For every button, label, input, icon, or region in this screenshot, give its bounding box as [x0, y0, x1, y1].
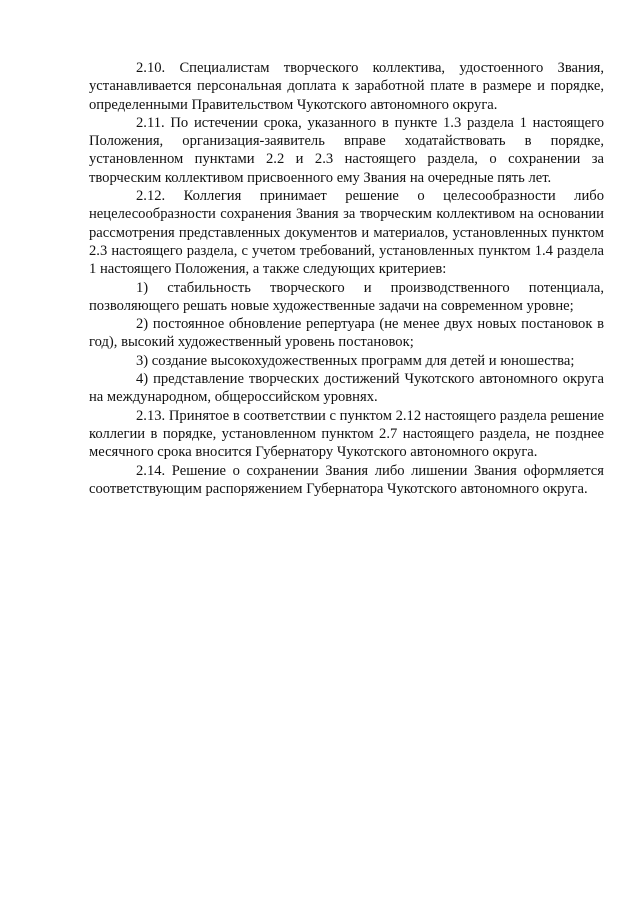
criterion-4: 4) представление творческих достижений Чукотского автономного округа на международном, общероссийском уровнях. — [89, 371, 604, 406]
paragraph-2-14: 2.14. Решение о сохранении Звания либо лишении Звания оформляется соответствующим распоряжением Губернатора Чукотского автономного округа. — [89, 462, 604, 497]
criterion-3: 3) создание высокохудожественных программ для детей и юношества; — [136, 352, 575, 369]
paragraph-2-10: 2.10. Специалистам творческого коллектива, удостоенного Звания, устанавливается персональная доплата к заработной плате в размере и порядке, определенными Правительством Чукотского автономного округа. — [89, 60, 604, 113]
paragraph-2-13: 2.13. Принятое в соответствии с пунктом 2.12 настоящего раздела решение коллегии в порядке, установленном пунктом 2.7 настоящего раздела, не позднее месячного срока вносится Губернатору Чукотского автономного округа. — [89, 407, 604, 461]
paragraph-2-11: 2.11. По истечении срока, указанного в пункте 1.3 раздела 1 настоящего Положения, организация-заявитель вправе ходатайствовать в порядке, установленном пунктами 2.2 и 2.3 настоящего раздела, о сохранении за творческим коллективом присвоенного ему Звания на очередные пять лет. — [89, 114, 604, 186]
document-page — [89, 59, 604, 498]
paragraph-2-12: 2.12. Коллегия принимает решение о целесообразности либо нецелесообразности сохранения Звания за творческим коллективом на основании рассмотрения представленных документов и материалов, установленных пунктом 2.3 настоящего раздела, с учетом требований, установленных пунктом 1.4 раздела 1 настоящего Положения, а также следующих критериев: — [89, 188, 604, 278]
criterion-1: 1) стабильность творческого и производственного потенциала, позволяющего решать новые художественные задачи на современном уровне; — [89, 279, 604, 314]
criterion-2: 2) постоянное обновление репертуара (не менее двух новых постановок в год), высокий художественный уровень постановок; — [89, 316, 604, 351]
